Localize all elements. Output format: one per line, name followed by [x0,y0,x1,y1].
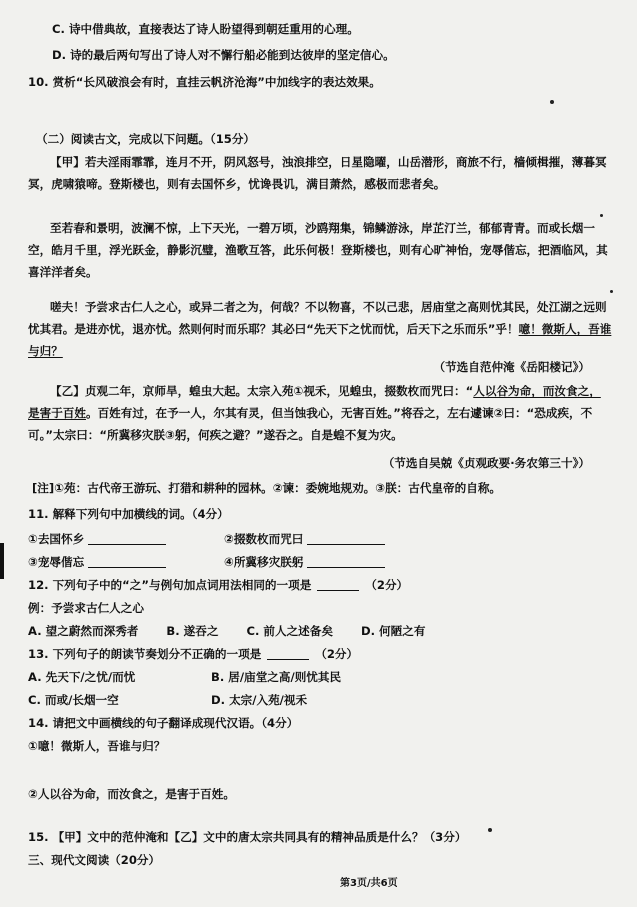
q12-answer-blank[interactable] [317,578,359,591]
scan-speck [600,214,603,217]
question-14-sentence-2: ②人以谷为命，而汝食之，是害于百姓。 [28,787,235,801]
q11-item-3: ③宠辱偕忘 [28,555,85,569]
q11-answer-blank-4[interactable] [307,555,385,568]
q13-option-a[interactable]: A. 先天下/之忧/而忧 [28,670,136,684]
page-number: 第3页/共6页 [340,878,398,889]
passage-yi-text-a: 【乙】贞观二年，京师旱，蝗虫大起。太宗入苑①视禾，见蝗虫，掇数枚而咒曰：“ [50,384,474,398]
underlined-sentence-2: 人以谷为命，而汝食之，是害于百姓 [28,384,601,420]
section-3-heading: 三、现代文阅读（20分） [28,853,161,867]
binding-mark [0,543,4,579]
q11-answer-blank-3[interactable] [88,555,166,568]
question-13-stem [28,645,618,664]
q13-answer-blank[interactable] [267,647,309,660]
passage-jia-para-3-text: 嗟夫！予尝求古仁人之心，或异二者之为，何哉？不以物喜，不以己悲，居庙堂之高则忧其民，处江湖之远则忧其君。是进亦忧，退亦忧。然则何时而乐耶？其必曰“先天下之忧而忧，后天下之乐而乐”乎！ [28,300,607,336]
question-11-stem: 11. 解释下列句中加横线的词。（4分） [28,507,229,521]
q13-option-c[interactable]: C. 而或/长烟一空 [28,693,119,707]
q11-item-2: ②掇数枚而咒曰 [224,532,304,546]
q11-answer-blank-2[interactable] [307,532,385,545]
source-jia: （节选自范仲淹《岳阳楼记》） [433,360,590,374]
option-c-line: C. 诗中借典故，直接表达了诗人盼望得到朝廷重用的心理。 [52,22,359,36]
passage-jia-para-2: 至若春和景明，波澜不惊，上下天光，一碧万顷，沙鸥翔集，锦鳞游泳，岸芷汀兰，郁郁青青。而或长烟一空，皓月千里，浮光跃金，静影沉璧，渔歌互答，此乐何极！登斯楼也，则有心旷神怡，宠辱偕忘，把酒临风，其喜洋洋者矣。 [28,221,608,279]
question-13-options-row-2 [28,691,618,710]
passage-yi [28,380,612,446]
q12-points: （2分） [365,578,409,592]
passage-jia-para-3 [28,296,612,362]
scan-speck [610,290,613,293]
q12-option-b[interactable]: B. 遂吞之 [166,624,219,638]
q11-item-4: ④所冀移灾朕躬 [224,555,304,569]
question-12-options [28,622,618,641]
question-11-row-2 [28,553,618,572]
question-15-stem: 15. 【甲】文中的范仲淹和【乙】文中的唐太宗共同具有的精神品质是什么？（3分） [28,830,467,844]
question-14-stem: 14. 请把文中画横线的句子翻译成现代汉语。（4分） [28,716,299,730]
q13-option-d[interactable]: D. 太宗/入苑/视禾 [211,693,308,707]
q13-points: （2分） [315,647,359,661]
q13-stem-text: 13. 下列句子的朗读节奏划分不正确的一项是 [28,647,262,661]
q12-stem-text: 12. 下列句子中的“之”与例句加点词用法相同的一项是 [28,578,312,592]
question-14-sentence-1: ①噫！微斯人，吾谁与归？ [28,739,166,753]
q12-option-a[interactable]: A. 望之蔚然而深秀者 [28,624,139,638]
q11-item-1: ①去国怀乡 [28,532,85,546]
scan-speck [488,828,492,832]
q11-answer-blank-1[interactable] [88,532,166,545]
question-10: 10. 赏析“长风破浪会有时，直挂云帆济沧海”中加线字的表达效果。 [28,75,381,89]
scan-speck [550,100,554,104]
section-2-heading: （二）阅读古文，完成以下问题。（15分） [36,132,256,146]
question-12-stem [28,576,618,595]
source-yi: （节选自吴兢《贞观政要·务农第三十》） [382,456,590,470]
q12-option-c[interactable]: C. 前人之述备矣 [246,624,333,638]
question-11-row-1 [28,530,618,549]
question-13-options-row-1 [28,668,618,687]
underlined-sentence-1: 噫！微斯人，吾谁与归？ [28,322,612,358]
passage-jia-para-1: 【甲】若夫淫雨霏霏，连月不开，阴风怒号，浊浪排空，日星隐曜，山岳潜形，商旅不行，樯倾楫摧，薄暮冥冥，虎啸猿啼。登斯楼也，则有去国怀乡，忧谗畏讥，满目萧然，感极而悲者矣。 [28,155,607,191]
q13-option-b[interactable]: B. 居/庙堂之高/则忧其民 [211,670,342,684]
option-d-line: D. 诗的最后两句写出了诗人对不懈行船必能到达彼岸的坚定信心。 [52,48,395,62]
passage-yi-text-b: 。百姓有过，在予一人，尔其有灵，但当蚀我心，无害百姓。”将吞之，左右遽谏②曰：“恐成疾，不可。”太宗曰：“所冀移灾朕③躬，何疾之避？”遂吞之。自是蝗不复为灾。 [28,406,593,442]
q12-option-d[interactable]: D. 何陋之有 [360,624,426,638]
annotation-note: [注]①苑：古代帝王游玩、打猎和耕种的园林。②谏：委婉地规劝。③朕：古代皇帝的自称。 [32,481,502,495]
question-12-example: 例：予尝求古仁人之心 [28,601,144,615]
